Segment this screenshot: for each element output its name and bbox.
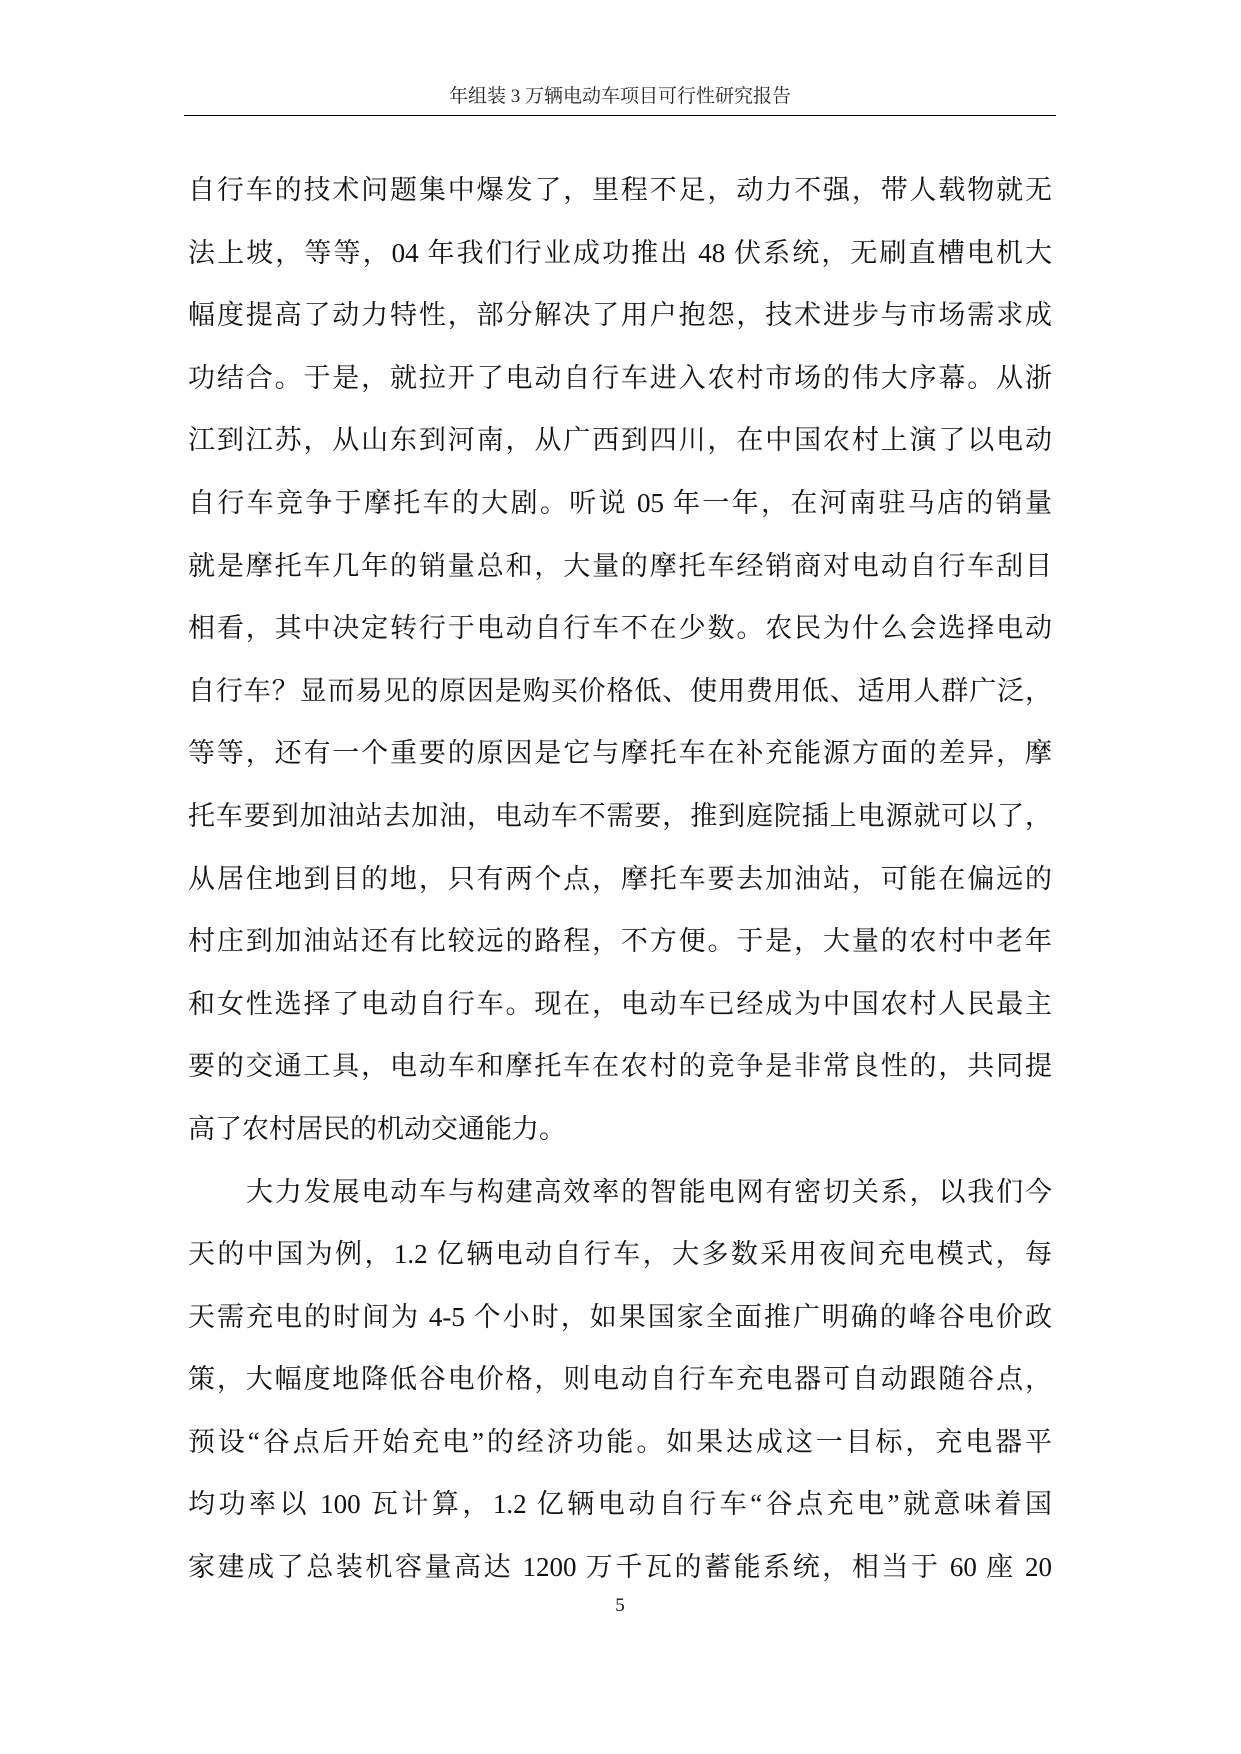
text-line: 自行车的技术问题集中爆发了，里程不足，动力不强，带人载物就无 bbox=[188, 175, 1052, 205]
text-line: 高了农村居民的机动交通能力。 bbox=[188, 1113, 566, 1144]
body-text bbox=[188, 159, 1052, 1599]
text-line: 要的交通工具，电动车和摩托车在农村的竞争是非常良性的，共同提 bbox=[188, 1051, 1052, 1082]
text-line: 等等，还有一个重要的原因是它与摩托车在补充能源方面的差异，摩 bbox=[188, 738, 1052, 769]
text-line: 江到江苏，从山东到河南，从广西到四川，在中国农村上演了以电动 bbox=[188, 425, 1052, 456]
text-line: 和女性选择了电动自行车。现在，电动车已经成为中国农村人民最主 bbox=[188, 988, 1052, 1019]
text-line: 大力发展电动车与构建高效率的智能电网有密切关系，以我们今 bbox=[246, 1176, 1052, 1207]
text-line: 幅度提高了动力特性，部分解决了用户抱怨，技术进步与市场需求成 bbox=[188, 300, 1052, 331]
running-header-title: 年组装 3 万辆电动车项目可行性研究报告 bbox=[448, 86, 791, 107]
text-line: 功结合。于是，就拉开了电动自行车进入农村市场的伟大序幕。从浙 bbox=[188, 362, 1052, 393]
paragraph bbox=[188, 159, 1052, 1161]
paragraph bbox=[188, 1161, 1052, 1599]
text-line: 家建成了总装机容量高达 1200 万千瓦的蓄能系统，相当于 60 座 20 bbox=[188, 1552, 1052, 1583]
text-line: 托车要到加油站去加油，电动车不需要，推到庭院插上电源就可以了， bbox=[188, 800, 1052, 831]
page-number: 5 bbox=[615, 1595, 625, 1616]
text-line: 自行车竞争于摩托车的大剧。听说 05 年一年，在河南驻马店的销量 bbox=[188, 487, 1052, 518]
text-line: 策，大幅度地降低谷电价格，则电动自行车充电器可自动跟随谷点， bbox=[188, 1364, 1052, 1395]
text-line: 从居住地到目的地，只有两个点，摩托车要去加油站，可能在偏远的 bbox=[188, 863, 1052, 894]
text-line: 预设“谷点后开始充电”的经济功能。如果达成这一目标，充电器平 bbox=[188, 1426, 1052, 1457]
text-line: 天需充电的时间为 4-5 个小时，如果国家全面推广明确的峰谷电价政 bbox=[188, 1301, 1052, 1332]
text-line: 天的中国为例，1.2 亿辆电动自行车，大多数采用夜间充电模式，每 bbox=[188, 1239, 1052, 1270]
text-line: 就是摩托车几年的销量总和，大量的摩托车经销商对电动自行车刮目 bbox=[188, 550, 1052, 581]
text-line: 法上坡，等等，04 年我们行业成功推出 48 伏系统，无刷直槽电机大 bbox=[188, 237, 1052, 268]
text-line: 村庄到加油站还有比较远的路程，不方便。于是，大量的农村中老年 bbox=[188, 926, 1052, 957]
text-line: 相看，其中决定转行于电动自行车不在少数。农民为什么会选择电动 bbox=[188, 613, 1052, 644]
text-line: 自行车？显而易见的原因是购买价格低、使用费用低、适用人群广泛， bbox=[188, 675, 1052, 706]
text-line: 均功率以 100 瓦计算，1.2 亿辆电动自行车“谷点充电”就意味着国 bbox=[188, 1489, 1052, 1520]
header-rule bbox=[184, 115, 1056, 116]
